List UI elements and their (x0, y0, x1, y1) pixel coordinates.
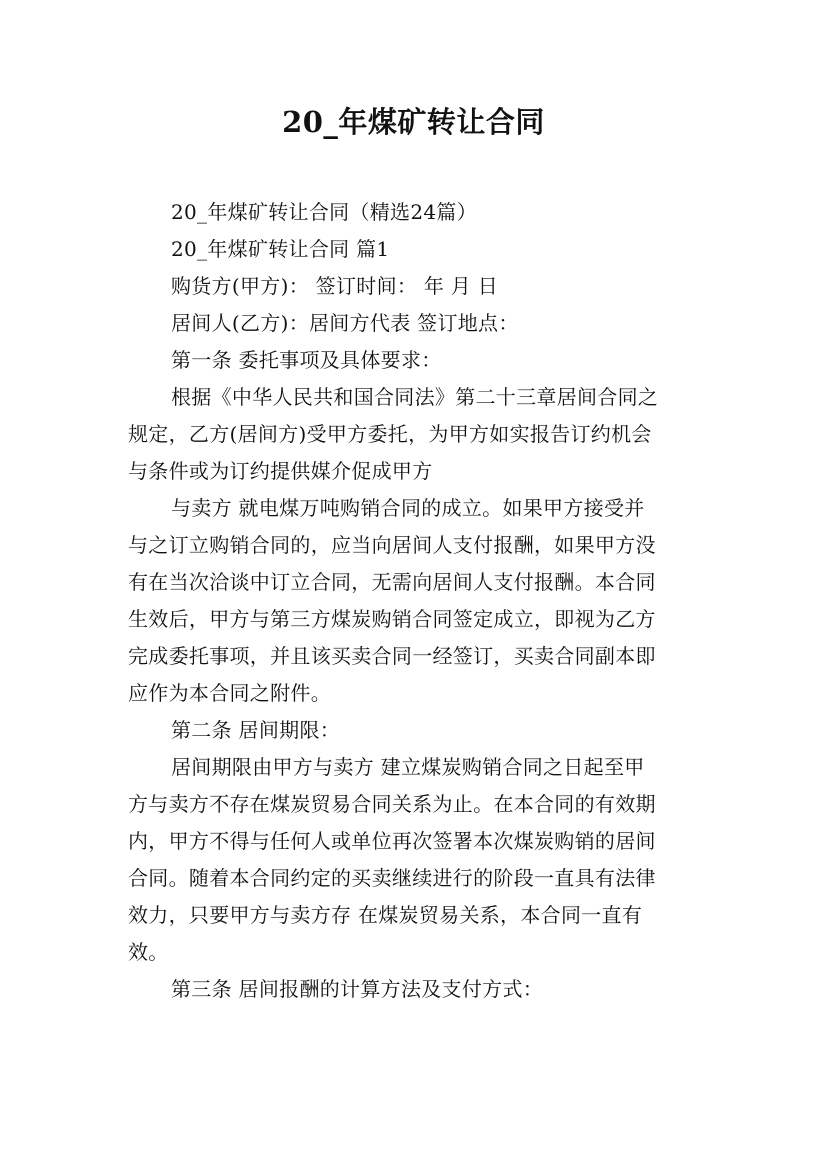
document-body (128, 196, 700, 1010)
article-1-paragraph-1 (128, 381, 700, 487)
paragraph-line: 应作为本合同之附件。 (128, 681, 331, 705)
paragraph-line: 效力，只要甲方与卖方存 在煤炭贸易关系，本合同一直有 (128, 903, 643, 927)
article-1-paragraph-2 (128, 492, 700, 709)
paragraph-line: 与条件或为订约提供媒介促成甲方 (128, 459, 433, 483)
broker-line: 居间人(乙方)：居间方代表 签订地点： (171, 311, 519, 335)
paragraph-line: 根据《中华人民共和国合同法》第二十三章居间合同之 (171, 385, 659, 409)
document-title: 20_年煤矿转让合同 (282, 105, 545, 139)
document-subtitle: 20_年煤矿转让合同（精选24篇） (171, 200, 477, 224)
paragraph-line: 合同。随着本合同约定的买卖继续进行的阶段一直具有法律 (128, 866, 656, 890)
article-2-paragraph (128, 751, 700, 968)
paragraph-line: 居间期限由甲方与卖方 建立煤炭购销合同之日起至甲 (171, 755, 645, 779)
section-heading: 20_年煤矿转让合同 篇1 (171, 237, 390, 261)
paragraph-line: 有在当次洽谈中订立合同，无需向居间人支付报酬。本合同 (128, 570, 656, 594)
paragraph-line: 内，甲方不得与任何人或单位再次签署本次煤炭购销的居间 (128, 829, 656, 853)
article-1-heading: 第一条 委托事项及具体要求： (171, 348, 442, 372)
paragraph-line: 效。 (128, 940, 169, 964)
paragraph-line: 规定，乙方(居间方)受甲方委托，为甲方如实报告订约机会 (128, 422, 652, 446)
paragraph-line: 完成委托事项，并且该买卖合同一经签订，买卖合同副本即 (128, 644, 656, 668)
paragraph-line: 与卖方 就电煤万吨购销合同的成立。如果甲方接受并 (171, 496, 645, 520)
buyer-line: 购货方(甲方)： 签订时间： 年 月 日 (171, 274, 499, 298)
paragraph-line: 生效后，甲方与第三方煤炭购销合同签定成立，即视为乙方 (128, 607, 656, 631)
article-3-heading: 第三条 居间报酬的计算方法及支付方式： (171, 977, 544, 1001)
paragraph-line: 与之订立购销合同的，应当向居间人支付报酬，如果甲方没 (128, 533, 656, 557)
article-2-heading: 第二条 居间期限： (171, 718, 341, 742)
paragraph-line: 方与卖方不存在煤炭贸易合同关系为止。在本合同的有效期 (128, 792, 656, 816)
